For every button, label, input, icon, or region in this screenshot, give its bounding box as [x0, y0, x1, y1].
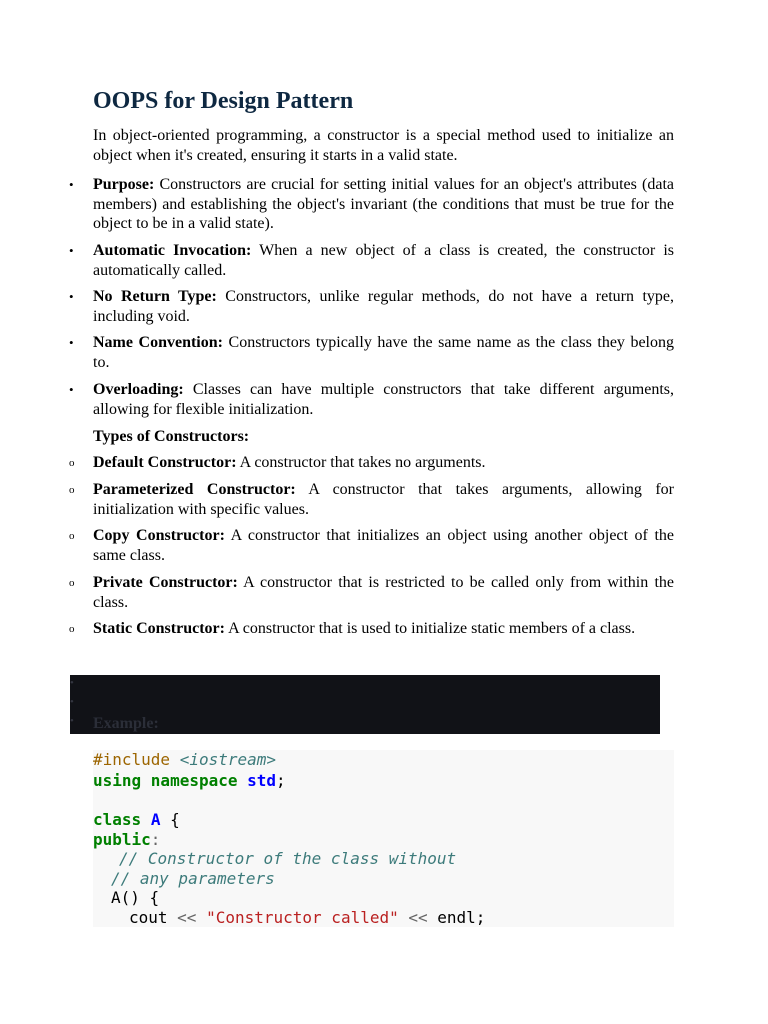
type-default-constructor — [93, 453, 674, 473]
bullet-term: No Return Type: — [93, 288, 217, 305]
bullet-term: Purpose: — [93, 176, 155, 193]
bullet-purpose — [93, 175, 674, 234]
bullet-text: Constructors typically have the same name as the class they belong to. — [93, 334, 675, 371]
bullet-marker: • — [70, 677, 74, 689]
code-operator: << — [177, 908, 197, 927]
code-text: : — [150, 830, 161, 849]
code-text: A() { — [111, 888, 160, 907]
bullet-marker: • — [70, 696, 74, 708]
code-string: "Constructor called" — [206, 908, 399, 927]
bullet-name-convention — [93, 333, 674, 372]
type-term: Parameterized Constructor: — [93, 481, 296, 498]
type-text: A constructor that takes no arguments. — [236, 454, 486, 471]
sub-bullet-marker: o — [69, 577, 75, 589]
bullet-text: Classes can have multiple constructors that take different arguments, allowing for flexible initialization. — [93, 381, 674, 418]
type-term: Copy Constructor: — [93, 527, 225, 544]
bullet-text: Constructors are crucial for setting initial values for an object's attributes (data members) and establishing the object's invariant (the conditions that must be true for the object to be in a valid state). — [93, 176, 674, 232]
code-line — [119, 849, 456, 869]
types-heading — [93, 427, 674, 447]
code-keyword: public — [93, 830, 151, 849]
type-text: A constructor that is used to initialize static members of a class. — [224, 620, 636, 637]
bullet-marker: • — [69, 335, 74, 350]
bullet-term: Name Convention: — [93, 334, 223, 351]
code-comment: // any parameters — [111, 869, 275, 888]
code-line — [129, 908, 485, 928]
code-line — [93, 830, 160, 850]
sub-bullet-marker: o — [69, 530, 75, 542]
bullet-automatic-invocation — [93, 241, 674, 280]
code-line — [111, 869, 275, 889]
bullet-text: Constructors, unlike regular methods, do not have a return type, including void. — [93, 288, 674, 325]
type-static-constructor — [93, 619, 674, 639]
code-text: endl; — [427, 908, 486, 927]
bullet-marker: • — [69, 382, 74, 397]
code-line — [93, 750, 276, 770]
intro-paragraph: In object-oriented programming, a constructor is a special method used to initialize an object when it's created, ensuring it starts in a valid state. — [93, 127, 674, 164]
type-text: A constructor that is restricted to be called only from within the class. — [93, 574, 674, 611]
type-text: A constructor that initializes an object using another object of the same class. — [93, 527, 674, 564]
bullet-term: Overloading: — [93, 381, 184, 398]
type-copy-constructor — [93, 526, 674, 565]
code-line — [93, 810, 180, 830]
type-term: Static Constructor: — [93, 620, 225, 637]
code-keyword: using namespace — [93, 771, 238, 790]
types-heading-text: Types of Constructors: — [93, 428, 250, 445]
code-text: ; — [276, 771, 286, 790]
code-namespace: std — [247, 771, 277, 790]
code-text: { — [160, 810, 180, 829]
bullet-overloading — [93, 380, 674, 419]
bullet-text: When a new object of a class is created, the constructor is automatically called. — [93, 242, 674, 279]
code-line — [93, 771, 286, 791]
code-operator: << — [408, 908, 428, 927]
code-line — [111, 888, 159, 908]
type-term: Private Constructor: — [93, 574, 238, 591]
type-private-constructor — [93, 573, 674, 612]
bullet-marker: • — [70, 715, 74, 727]
code-text: cout — [129, 908, 178, 927]
sub-bullet-marker: o — [69, 457, 75, 469]
bullet-no-return-type — [93, 287, 674, 326]
example-label: Example: — [93, 715, 159, 732]
sub-bullet-marker: o — [69, 484, 75, 496]
bullet-marker: • — [69, 177, 74, 192]
code-directive: #include — [93, 750, 180, 769]
example-dark-band — [70, 675, 660, 734]
page-title: OOPS for Design Pattern — [93, 88, 354, 114]
code-header: <iostream> — [179, 750, 277, 769]
type-parameterized-constructor — [93, 480, 674, 519]
code-class-name: A — [150, 810, 161, 829]
code-comment: // Constructor of the class without — [119, 849, 457, 868]
sub-bullet-marker: o — [69, 623, 75, 635]
bullet-term: Automatic Invocation: — [93, 242, 252, 259]
bullet-marker: • — [69, 243, 74, 258]
code-block — [93, 750, 674, 927]
type-text: A constructor that takes arguments, allowing for initialization with specific values. — [93, 481, 675, 518]
code-keyword: class — [93, 810, 142, 829]
type-term: Default Constructor: — [93, 454, 237, 471]
bullet-marker: • — [69, 289, 74, 304]
